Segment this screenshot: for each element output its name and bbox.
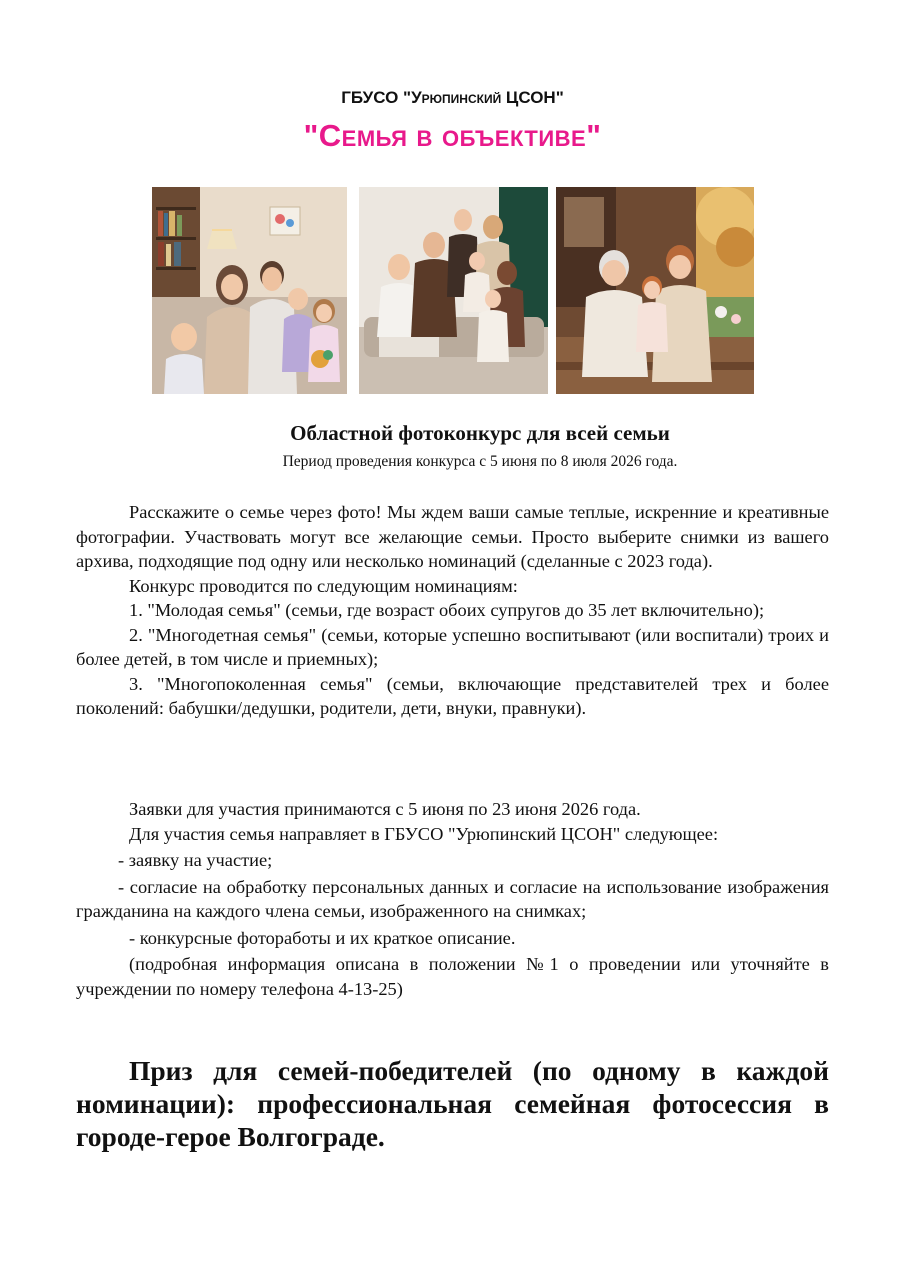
org-name: ГБУСО "Урюпинский ЦСОН" bbox=[341, 88, 564, 107]
contest-subtitle: Областной фотоконкурс для всей семьи bbox=[290, 421, 670, 445]
contest-period: Период проведения конкурса с 5 июня по 8 июля 2026 года. bbox=[282, 453, 678, 470]
requirement-consent: - согласие на обработку персональных данных и согласие на использование изображения гражданина на каждого члена семьи, изображенного на снимках; bbox=[76, 876, 829, 921]
nomination-large-family: 2. "Многодетная семья" (семьи, которые успешно воспитывают (или воспитали) троих и более детей, в том числе и приемных); bbox=[76, 624, 829, 669]
nomination-young-family: 1. "Молодая семья" (семьи, где возраст обоих супругов до 35 лет включительно); bbox=[129, 600, 765, 620]
contest-title: "Семья в объективе" bbox=[303, 118, 602, 153]
nomination-multigenerational-family: 3. "Многопоколенная семья" (семьи, включающие представителей трех и более поколений: бабушки/дедушки, родители, дети, внуки, правнуки). bbox=[76, 673, 829, 718]
applications-section bbox=[76, 797, 829, 1001]
intro-paragraph: Расскажите о семье через фото! Мы ждем ваши самые теплые, искренние и креативные фотографии. Участвовать могут все желающие семьи. Просто выберите снимки из вашего архива, подходящие под одну или несколько номинаций (сделанные с 2023 года). bbox=[76, 502, 829, 571]
family-photo-sofa bbox=[359, 187, 548, 394]
photo-strip bbox=[152, 187, 754, 394]
intro-section bbox=[76, 500, 829, 721]
nominations-heading: Конкурс проводится по следующим номинациям: bbox=[129, 575, 518, 596]
requirement-application: - заявку на участие; bbox=[118, 850, 273, 870]
prize-text: Приз для семей-победителей (по одному в каждой номинации): профессиональная семейная фотосессия в городе-герое Волгограде. bbox=[76, 1055, 829, 1152]
requirement-photos: - конкурсные фотоработы и их краткое описание. bbox=[129, 927, 516, 948]
family-photo-living-room bbox=[152, 187, 347, 394]
applications-dates: Заявки для участия принимаются с 5 июня по 23 июня 2026 года. bbox=[129, 799, 641, 819]
info-note: (подробная информация описана в положении №1 о проведении или уточняйте в учреждении по номеру телефона 4-13-25) bbox=[76, 954, 829, 999]
applications-intro: Для участия семья направляет в ГБУСО "Урюпинский ЦСОН" следующее: bbox=[129, 823, 719, 844]
family-photo-porch bbox=[556, 187, 754, 394]
